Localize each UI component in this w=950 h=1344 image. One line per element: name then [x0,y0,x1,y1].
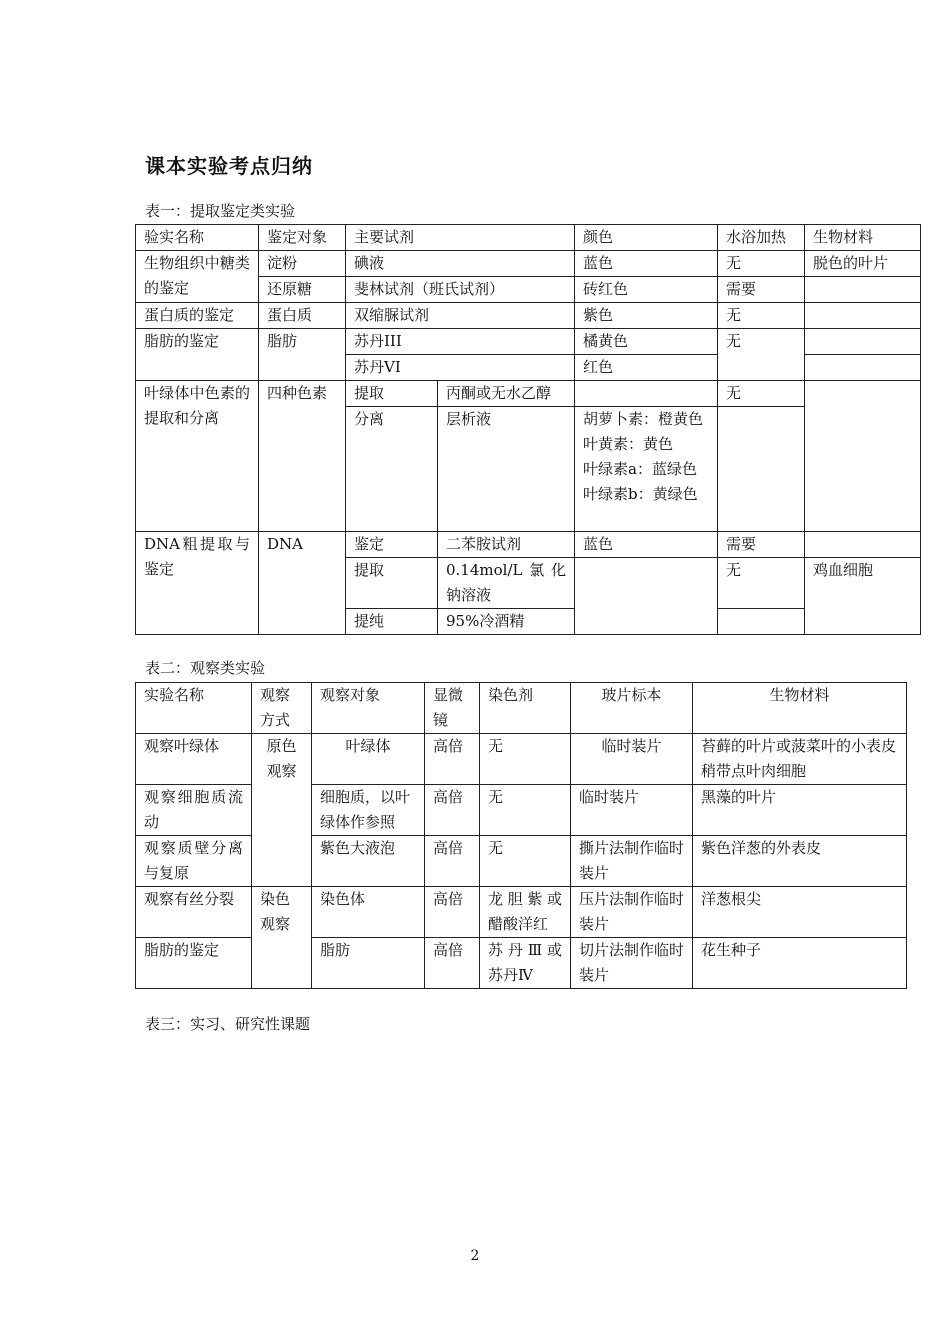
reagent: 苏丹III [346,329,575,355]
table-row [136,532,921,558]
experiment-name: 蛋白质的鉴定 [136,303,259,329]
table-row [136,303,921,329]
header-cell: 观察方式 [252,683,312,734]
table-row [136,251,921,277]
table2 [135,682,907,989]
heat: 无 [718,381,805,407]
heat: 需要 [718,532,805,558]
slide: 压片法制作临时装片 [571,887,693,938]
stain: 龙胆紫或醋酸洋红 [480,887,571,938]
table-row [136,381,921,407]
reagent: 层析液 [438,407,575,532]
target: 脂肪 [259,329,346,381]
reagent: 碘液 [346,251,575,277]
header-cell: 颜色 [575,225,718,251]
color-list [575,407,718,532]
page-number: 2 [470,1248,480,1264]
experiment-name: 观察细胞质流动 [136,785,252,836]
header-cell: 主要试剂 [346,225,575,251]
reagent: 0.14mol/L氯化钠溶液 [438,558,575,609]
table1 [135,224,921,635]
experiment-name: 观察有丝分裂 [136,887,252,938]
material [805,381,921,532]
material: 苔藓的叶片或菠菜叶的小表皮稍带点叶肉细胞 [693,734,907,785]
color-item: 叶绿素a：蓝绿色 [583,460,697,478]
material: 黑藻的叶片 [693,785,907,836]
reagent: 丙酮或无水乙醇 [438,381,575,407]
target: 染色体 [312,887,425,938]
material [805,532,921,558]
material: 洋葱根尖 [693,887,907,938]
step: 分离 [346,407,438,532]
target: 细胞质，以叶绿体作参照 [312,785,425,836]
color [575,381,718,407]
stain: 无 [480,836,571,887]
material: 紫色洋葱的外表皮 [693,836,907,887]
heat: 无 [718,251,805,277]
target: 紫色大液泡 [312,836,425,887]
step: 鉴定 [346,532,438,558]
target: 四种色素 [259,381,346,532]
experiment-name: 脂肪的鉴定 [136,329,259,381]
experiment-name: 生物组织中糖类的鉴定 [136,251,259,303]
material [805,329,921,355]
heat [718,407,805,532]
header-cell: 鉴定对象 [259,225,346,251]
reagent: 斐林试剂（班氏试剂） [346,277,575,303]
material [805,303,921,329]
reagent: 苏丹VI [346,355,575,381]
color-item: 胡萝卜素：橙黄色 [583,410,704,428]
observation-mode: 原色观察 [252,734,312,887]
microscope: 高倍 [425,938,480,989]
experiment-name: 观察叶绿体 [136,734,252,785]
color-item: 叶绿素b：黄绿色 [583,485,698,503]
target: 淀粉 [259,251,346,277]
experiment-name: 观察质壁分离与复原 [136,836,252,887]
microscope: 高倍 [425,785,480,836]
heat: 无 [718,303,805,329]
reagent: 95%冷酒精 [438,609,575,635]
reagent: 双缩脲试剂 [346,303,575,329]
target: 脂肪 [312,938,425,989]
color: 蓝色 [575,251,718,277]
slide: 临时装片 [571,734,693,785]
heat: 无 [718,329,805,381]
observation-mode: 染色观察 [252,887,312,989]
header-cell: 染色剂 [480,683,571,734]
table-row [136,734,907,785]
header-cell: 显微镜 [425,683,480,734]
color: 红色 [575,355,718,381]
table-row [136,938,907,989]
color: 砖红色 [575,277,718,303]
table-row [136,329,921,355]
material: 花生种子 [693,938,907,989]
stain: 苏丹Ⅲ或苏丹Ⅳ [480,938,571,989]
table2-header-row [136,683,907,734]
target: 还原糖 [259,277,346,303]
microscope: 高倍 [425,887,480,938]
experiment-name: DNA粗提取与鉴定 [136,532,259,635]
material: 鸡血细胞 [805,558,921,635]
material [805,355,921,381]
table2-caption: 表二：观察类实验 [145,659,266,677]
slide: 临时装片 [571,785,693,836]
target: DNA [259,532,346,635]
table1-header-row [136,225,921,251]
step: 提取 [346,558,438,609]
experiment-name: 脂肪的鉴定 [136,938,252,989]
header-cell: 生物材料 [805,225,921,251]
heat [718,609,805,635]
page-title: 课本实验考点归纳 [145,154,313,178]
color: 橘黄色 [575,329,718,355]
header-cell: 实验名称 [136,683,252,734]
header-cell: 观察对象 [312,683,425,734]
header-cell: 玻片标本 [571,683,693,734]
step: 提纯 [346,609,438,635]
target: 叶绿体 [312,734,425,785]
stain: 无 [480,734,571,785]
microscope: 高倍 [425,836,480,887]
table-row [136,836,907,887]
heat: 需要 [718,277,805,303]
table-row [136,887,907,938]
table3-caption: 表三：实习、研究性课题 [145,1015,311,1033]
color: 紫色 [575,303,718,329]
experiment-name: 叶绿体中色素的提取和分离 [136,381,259,532]
header-cell: 生物材料 [693,683,907,734]
slide: 切片法制作临时装片 [571,938,693,989]
microscope: 高倍 [425,734,480,785]
color [575,558,718,635]
table1-caption: 表一：提取鉴定类实验 [145,202,296,220]
target: 蛋白质 [259,303,346,329]
table-row [136,785,907,836]
header-cell: 验实名称 [136,225,259,251]
stain: 无 [480,785,571,836]
material [805,277,921,303]
slide: 撕片法制作临时装片 [571,836,693,887]
heat: 无 [718,558,805,609]
color: 蓝色 [575,532,718,558]
material: 脱色的叶片 [805,251,921,277]
reagent: 二苯胺试剂 [438,532,575,558]
color-item: 叶黄素：黄色 [583,435,674,453]
step: 提取 [346,381,438,407]
header-cell: 水浴加热 [718,225,805,251]
